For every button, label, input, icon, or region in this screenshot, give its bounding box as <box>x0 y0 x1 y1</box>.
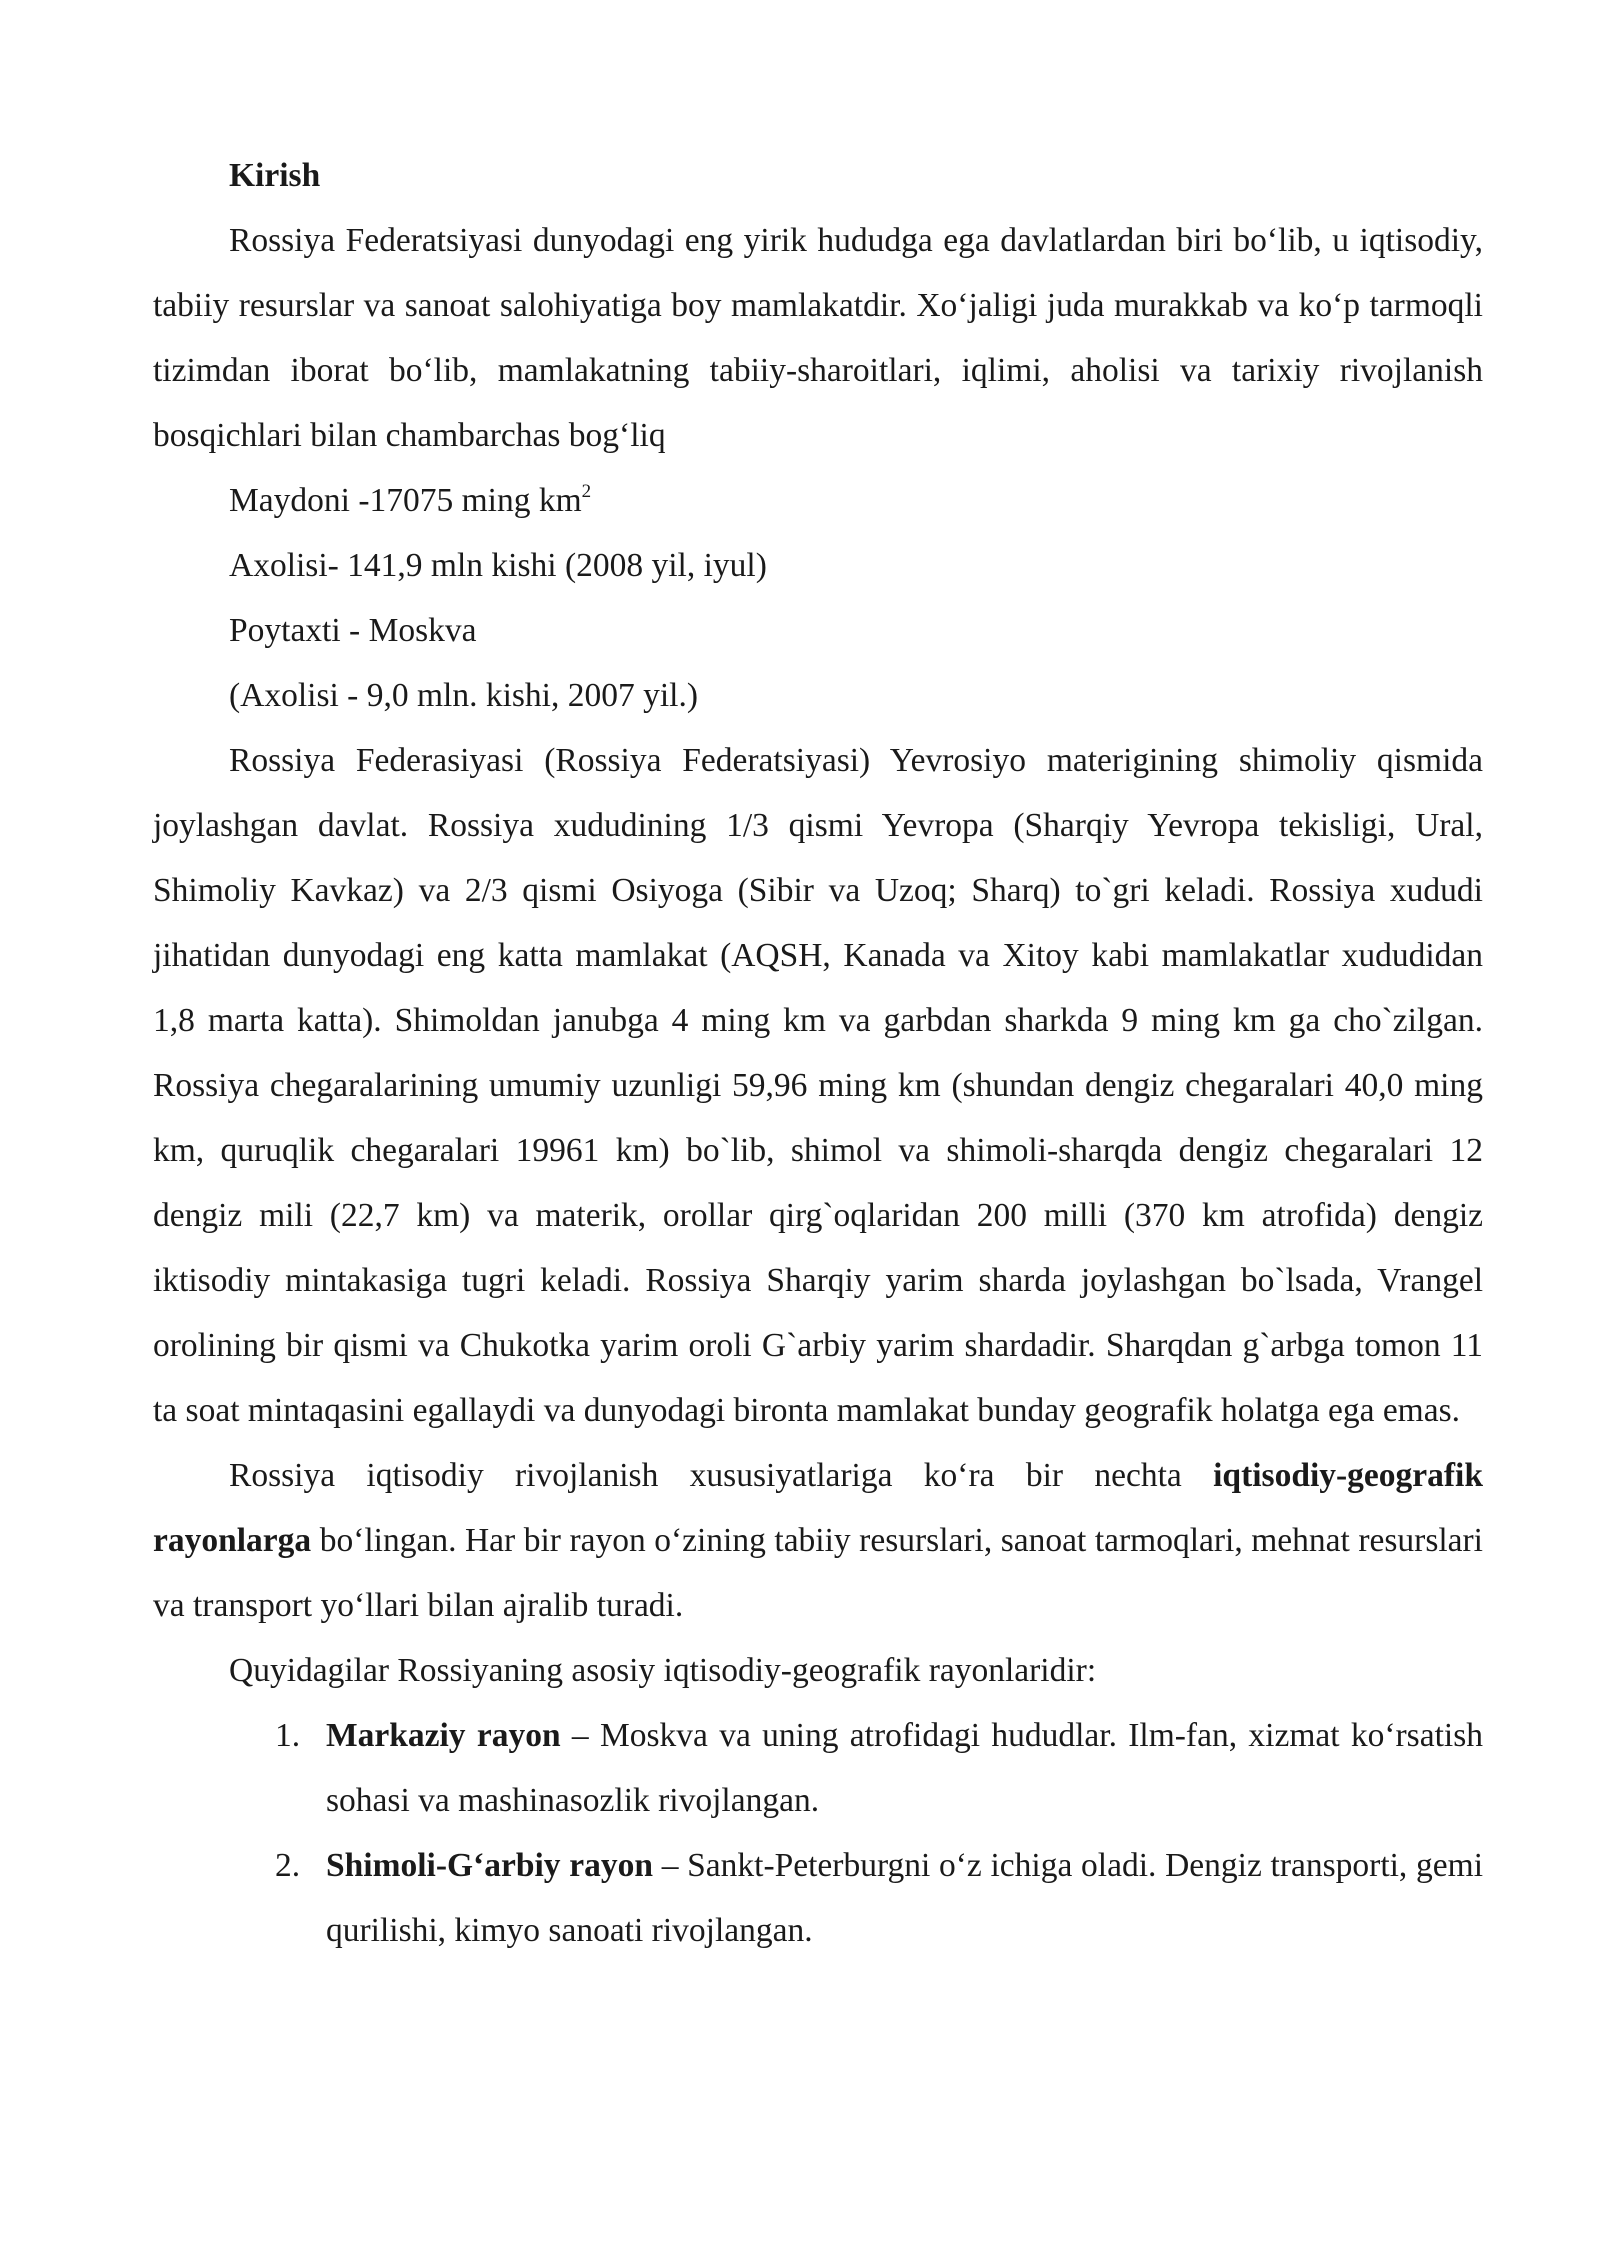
area-text: Maydoni -17075 ming km <box>229 482 582 519</box>
area-superscript: 2 <box>581 481 592 502</box>
geography-paragraph: Rossiya Federasiyasi (Rossiya Federatsiyasi) Yevrosiyo materigining shimoliy qismida joylashgan davlat. Rossiya xududining 1/3 qismi Yevropa (Sharqiy Yevropa tekisligi, Ural, Shimoliy Kavkaz) va 2/3 qismi Osiyoga (Sibir va Uzoq; Sharq) to`gri keladi. Rossiya xududi jihatidan dunyodagi eng katta mamlakat (AQSH, Kanada va Xitoy kabi mamlakatlar xududidan 1,8 marta katta). Shimoldan janubga 4 ming km va garbdan sharkda 9 ming km ga cho`zilgan. Rossiya chegaralarining umumiy uzunligi 59,96 ming km (shundan dengiz chegaralari 40,0 ming km, quruqlik chegaralari 19961 km) bo`lib, shimol va shimoli-sharqda dengiz chegaralari 12 dengiz mili (22,7 km) va materik, orollar qirg`oqlaridan 200 milli (370 km atrofida) dengiz iktisodiy mintakasiga tugri keladi. Rossiya Sharqiy yarim sharda joylashgan bo`lsada, Vrangel orolining bir qismi va Chukotka yarim oroli G`arbiy yarim shardadir. Sharqdan g`arbga tomon 11 ta soat mintaqasini egallaydi va dunyodagi bironta mamlakat bunday geografik holatga ega emas. <box>153 742 1483 1429</box>
list-intro: Quyidagilar Rossiyaning asosiy iqtisodiy-geografik rayonlaridir: <box>229 1652 1097 1689</box>
list-item <box>153 1833 1483 1963</box>
area-line <box>153 468 1483 533</box>
document-page <box>153 143 1483 1963</box>
region-description: – Moskva va uning atrofidagi hududlar. Ilm-fan, xizmat ko‘rsatish sohasi va mashinasozlik rivojlangan. <box>326 1717 1483 1819</box>
regions-paragraph-bold: iqtisodiy-geografik rayonlarga <box>153 1457 1483 1559</box>
region-name: Shimoli-G‘arbiy rayon <box>326 1847 653 1884</box>
regions-paragraph-before: Rossiya iqtisodiy rivojlanish xususiyatlariga ko‘ra bir nechta <box>229 1457 1214 1494</box>
regions-paragraph <box>153 1443 1483 1638</box>
regions-list <box>153 1703 1483 1963</box>
list-item <box>153 1703 1483 1833</box>
region-description: – Sankt-Peterburgni o‘z ichiga oladi. Dengiz transporti, gemi qurilishi, kimyo sanoati rivojlangan. <box>326 1847 1483 1949</box>
regions-paragraph-after: bo‘lingan. Har bir rayon o‘zining tabiiy resurslari, sanoat tarmoqlari, mehnat resurslari va transport yo‘llari bilan ajralib turadi. <box>153 1522 1483 1624</box>
intro-paragraph: Rossiya Federatsiyasi dunyodagi eng yirik hududga ega davlatlardan biri bo‘lib, u iqtisodiy, tabiiy resurslar va sanoat salohiyatiga boy mamlakatdir. Xo‘jaligi juda murakkab va ko‘p tarmoqli tizimdan iborat bo‘lib, mamlakatning tabiiy-sharoitlari, iqlimi, aholisi va tarixiy rivojlanish bosqichlari bilan chambarchas bog‘liq <box>153 222 1483 454</box>
list-item-number: 2. <box>275 1847 301 1884</box>
section-heading: Kirish <box>229 157 321 194</box>
list-item-number: 1. <box>275 1717 301 1754</box>
capital-population-line: (Axolisi - 9,0 mln. kishi, 2007 yil.) <box>229 677 698 714</box>
population-line: Axolisi- 141,9 mln kishi (2008 yil, iyul) <box>229 547 767 584</box>
region-name: Markaziy rayon <box>326 1717 561 1754</box>
capital-line: Poytaxti - Moskva <box>229 612 477 649</box>
